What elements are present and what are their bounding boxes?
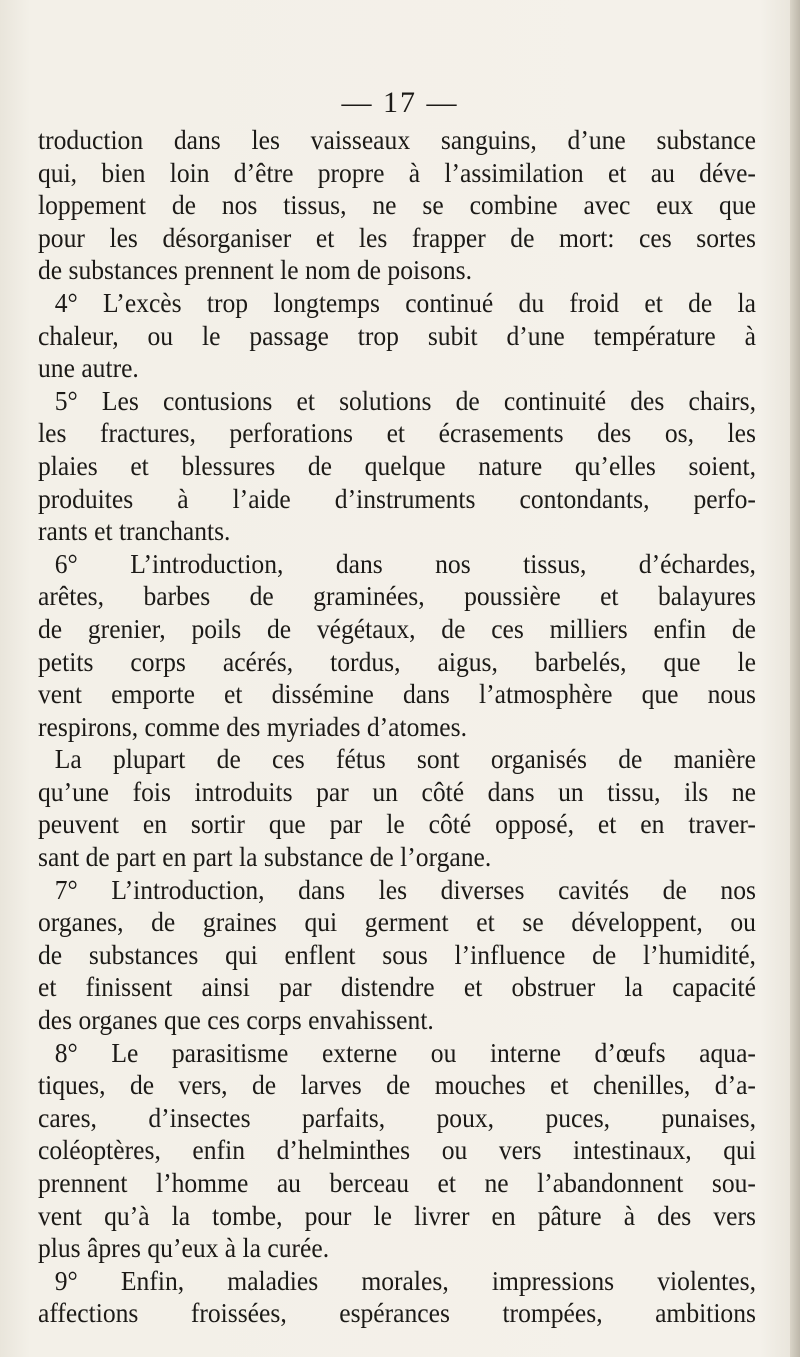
text-line: prennent l’homme au berceau et ne l’abandonnent sou- <box>38 1167 756 1198</box>
text-line: chaleur, ou le passage trop subit d’une température à <box>38 319 756 351</box>
text-line: cares, d’insectes parfaits, poux, puces, punaises, <box>38 1101 756 1133</box>
text-line: organes, de graines qui germent et se développent, ou <box>38 906 756 938</box>
text-line: produites à l’aide d’instruments contondants, perfo- <box>38 482 756 514</box>
text-line: rants et tranchants. <box>38 515 231 547</box>
text-line: respirons, comme des myriades d’atomes. <box>38 710 467 742</box>
text-line: peuvent en sortir que par le côté opposé, et en traver- <box>38 808 756 840</box>
text-line: affections froissées, espérances trompées, ambitions <box>38 1297 756 1329</box>
text-line: arêtes, barbes de graminées, poussière et balayures <box>38 580 756 612</box>
text-line: troduction dans les vaisseaux sanguins, d’une substance <box>38 124 756 155</box>
text-line: vent emporte et dissémine dans l’atmosphère que nous <box>38 678 756 710</box>
page-number: — 17 — <box>341 86 459 119</box>
text-line: 6° L’introduction, dans nos tissus, d’échardes, <box>54 547 756 579</box>
text-line: 8° Le parasitisme externe ou interne d’œufs aqua- <box>54 1036 756 1068</box>
text-line: les fractures, perforations et écrasements des os, les <box>38 417 756 449</box>
text-line: plus âpres qu’eux à la curée. <box>38 1232 330 1264</box>
text-line: sant de part en part la substance de l’organe. <box>38 841 492 873</box>
text-line: des organes que ces corps envahissent. <box>38 1004 434 1036</box>
text-line: 9° Enfin, maladies morales, impressions violentes, <box>54 1264 756 1296</box>
text-line: de substances prennent le nom de poisons. <box>38 254 472 286</box>
text-line: vent qu’à la tombe, pour le livrer en pâture à des vers <box>38 1199 756 1231</box>
text-line: loppement de nos tissus, ne se combine avec eux que <box>38 189 756 221</box>
body-text <box>38 124 756 1330</box>
text-line: qui, bien loin d’être propre à l’assimilation et au déve- <box>38 156 756 188</box>
page-edge <box>790 0 800 1357</box>
text-line: 4° L’excès trop longtemps continué du froid et de la <box>54 286 756 318</box>
text-line: 5° Les contusions et solutions de continuité des chairs, <box>54 384 756 416</box>
text-line: pour les désorganiser et les frapper de mort: ces sortes <box>38 221 756 253</box>
text-line: et finissent ainsi par distendre et obstruer la capacité <box>38 971 756 1003</box>
text-line: qu’une fois introduits par un côté dans un tissu, ils ne <box>38 775 756 807</box>
text-line: 7° L’introduction, dans les diverses cavités de nos <box>54 873 756 905</box>
text-line: petits corps acérés, tordus, aigus, barbelés, que le <box>38 645 756 677</box>
text-line: tiques, de vers, de larves de mouches et chenilles, d’a- <box>38 1069 756 1101</box>
text-line: plaies et blessures de quelque nature qu’elles soient, <box>38 449 756 481</box>
text-line: une autre. <box>38 352 139 384</box>
text-line: de substances qui enflent sous l’influence de l’humidité, <box>38 938 756 970</box>
text-line: La plupart de ces fétus sont organisés de manière <box>54 743 756 775</box>
text-line: de grenier, poils de végétaux, de ces milliers enfin de <box>38 612 756 644</box>
text-line: coléoptères, enfin d’helminthes ou vers intestinaux, qui <box>38 1134 756 1166</box>
